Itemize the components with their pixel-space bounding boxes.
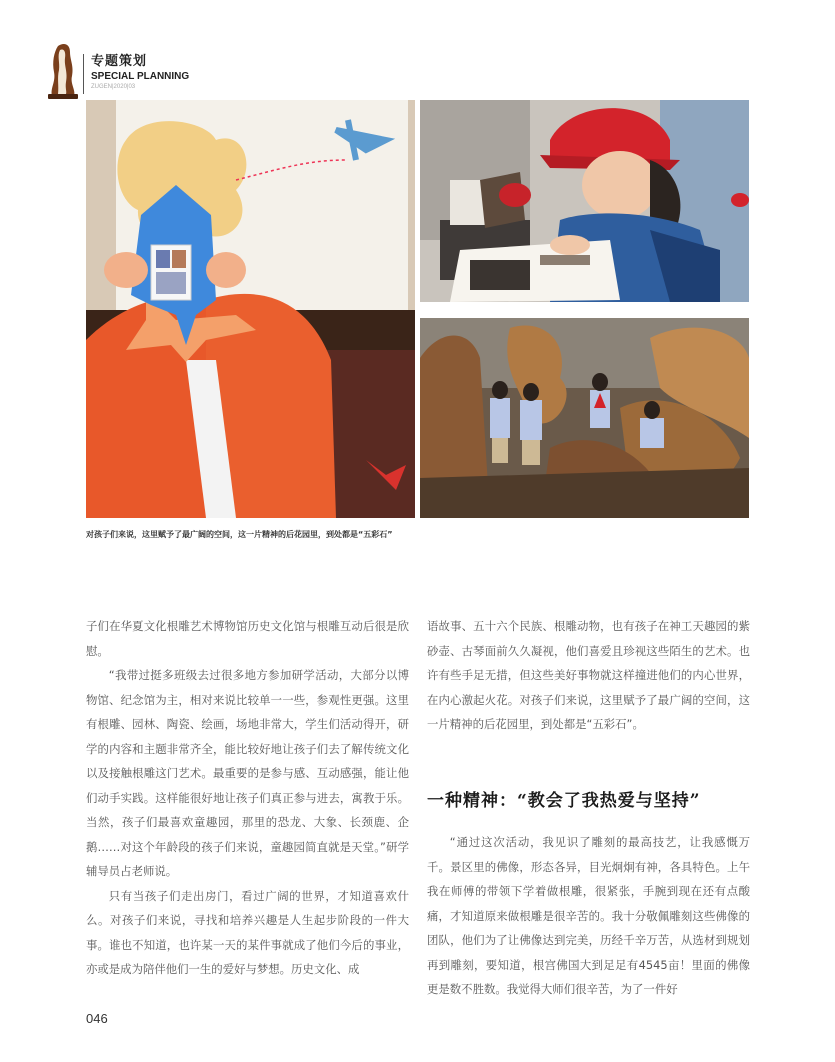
- header-divider: [83, 54, 84, 94]
- article-right-column-continued: [427, 830, 750, 1002]
- photo-girl-reading: [420, 100, 749, 302]
- section-title-cn: 专题策划: [91, 54, 148, 69]
- photo-child-with-cutout: [86, 100, 415, 518]
- section-heading: 一种精神：“教会了我热爱与坚持”: [427, 791, 701, 811]
- paragraph: 只有当孩子们走出房门，看过广阔的世界，才知道喜欢什么。对孩子们来说，寻找和培养兴趣是人生起步阶段的一件大事。谁也不知道，也许某一天的某件事就成了他们今后的事业，亦或是成为陪伴他们一生的爱好与梦想。历史文化、成: [86, 888, 409, 976]
- photo-caption: 对孩子们来说，这里赋予了最广阔的空间，这一片精神的后花园里，到处都是“五彩石”: [86, 530, 393, 539]
- root-carving-logo-icon: [48, 42, 78, 100]
- page-number: 046: [86, 1011, 108, 1026]
- paragraph: 子们在华夏文化根雕艺术博物馆历史文化馆与根雕互动后很是欣慰。: [86, 619, 409, 658]
- page-header: [48, 40, 308, 102]
- photo-children-with-carvings: [420, 318, 749, 518]
- paragraph: “通过这次活动，我见识了雕刻的最高技艺，让我感慨万千。景区里的佛像，形态各异，目光炯炯有神，各具特色。上午我在师傅的带领下学着做根雕，很紧张，手腕到现在还有点酸痛，才知道原来做根雕是很辛苦的。我十分敬佩雕刻这些佛像的团队，他们为了让佛像达到完美，历经千辛万苦，从选材到规划再到雕刻，要知道，根宫佛国大到足足有4545亩！里面的佛像更是数不胜数。我觉得大师们很辛苦，为了一件好: [427, 835, 750, 996]
- paragraph: 语故事、五十六个民族、根雕动物，也有孩子在神工天趣园的紫砂壶、古琴面前久久凝视，他们喜爱且珍视这些陌生的艺术。也许有些手足无措，但这些美好事物就这样撞进他们的内心世界，在内心激起火花。对孩子们来说，这里赋予了最广阔的空间，这一片精神的后花园里，到处都是“五彩石”。: [427, 619, 750, 731]
- header-text: [91, 54, 189, 91]
- section-title-en: SPECIAL PLANNING: [91, 71, 190, 82]
- paragraph: “我带过挺多班级去过很多地方参加研学活动，大部分以博物馆、纪念馆为主，相对来说比较单一一些，参观性更强。这里有根雕、园林、陶瓷、绘画，场地非常大，学生们活动得开，研学的内容和主题非常齐全，能比较好地让孩子们去了解传统文化以及接触根雕这门艺术。最重要的是参与感、互动感强，能让他们动手实践。这样能很好地让孩子们真正参与进去，寓教于乐。当然，孩子们最喜欢童趣园，那里的恐龙、大象、长颈鹿、企鹅……对这个年龄段的孩子们来说，童趣园简直就是天堂。”研学辅导员占老师说。: [86, 668, 409, 878]
- article-right-column: [427, 614, 750, 737]
- issue-label: ZUGEN|2020|03: [91, 84, 136, 90]
- article-left-column: [86, 614, 409, 982]
